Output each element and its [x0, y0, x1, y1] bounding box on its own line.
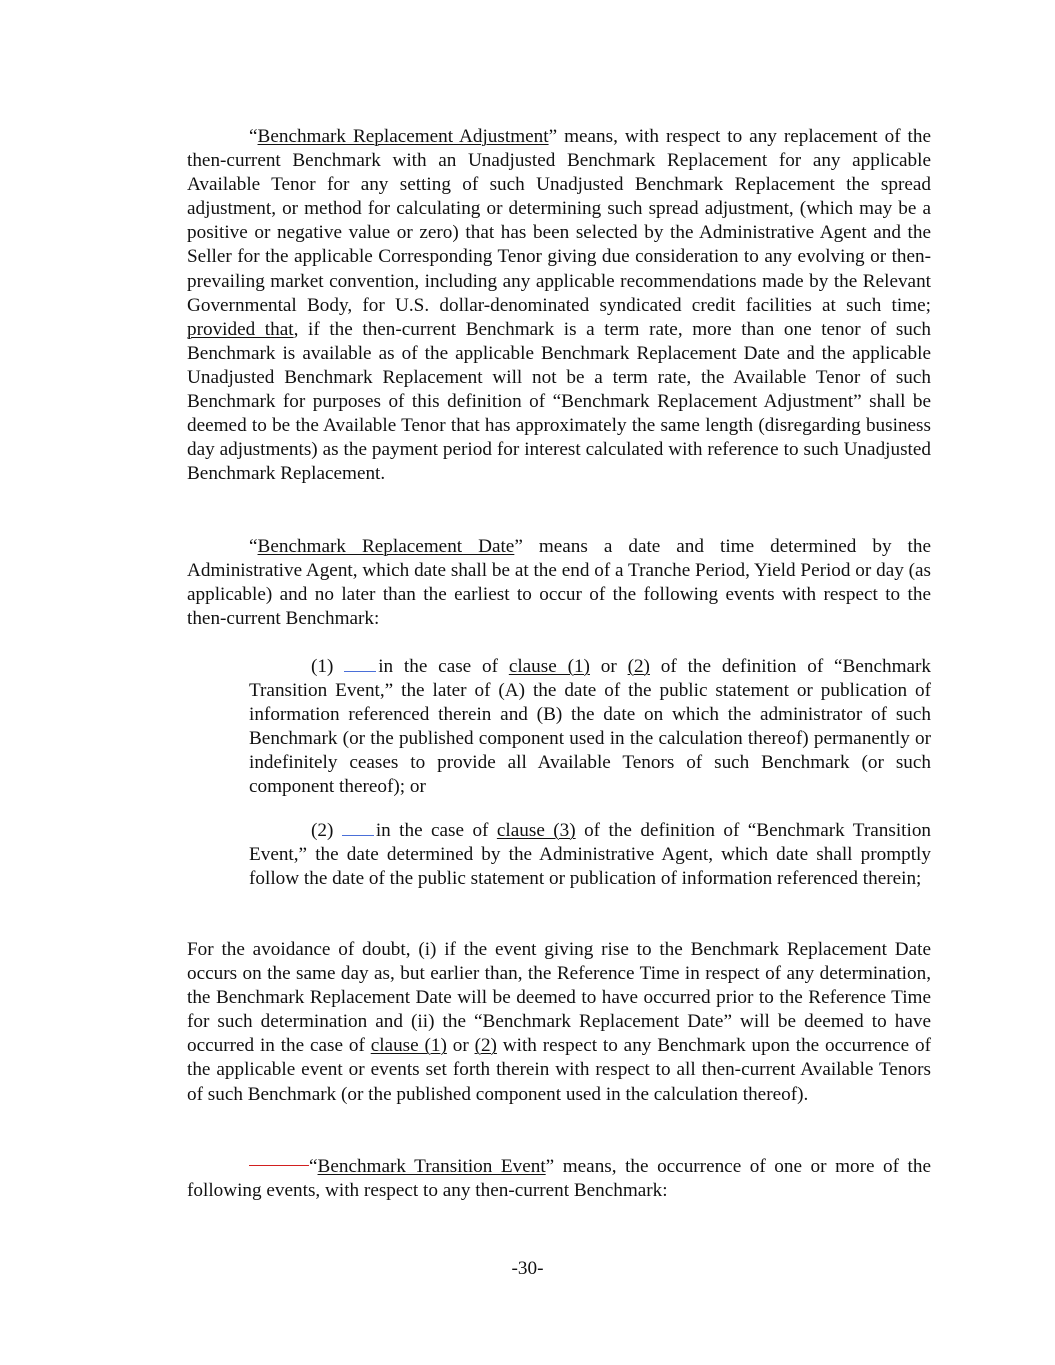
defined-term: Benchmark Transition Event: [317, 1156, 546, 1177]
definition-benchmark-replacement-date: “Benchmark Replacement Date” means a date and time determined by the Administrative Agent, which date shall be at the end of a Tranche Period, Yield Period or day (as applicable) and no later than the earliest to occur of the following events with respect to the then-current Benchmark:: [187, 536, 931, 630]
list-item-2: (2) in the case of clause (3) of the definition of “Benchmark Transition Event,” the date determined by the Administrative Agent, which date shall promptly follow the date of the public statement or publication of information referenced therein;: [249, 820, 932, 890]
blank-underline: [342, 834, 374, 836]
definition-benchmark-transition-event: “Benchmark Transition Event” means, the occurrence of one or more of the following events, with respect to any then-current Benchmark:: [187, 1156, 932, 1202]
page-number: -30-: [511, 1258, 544, 1279]
clause-reference: clause (1): [508, 656, 590, 677]
clause-reference: clause (3): [496, 820, 576, 841]
provided-that: provided that: [187, 318, 294, 340]
blank-underline: [344, 670, 376, 672]
clause-reference: (2): [474, 1035, 497, 1057]
clause-reference: clause (1): [370, 1035, 447, 1057]
redline-mark: [249, 1164, 309, 1166]
clause-reference: (2): [627, 656, 650, 677]
defined-term: Benchmark Replacement Adjustment: [257, 126, 549, 147]
definition-benchmark-replacement-adjustment: “Benchmark Replacement Adjustment” means, with respect to any replacement of the then-current Benchmark with an Unadjusted Benchmark Replacement for any applicable Available Tenor for any setting of such Unadjusted Benchmark Replacement the spread adjustment, or method for calculating or determining such spread adjustment, (which may be a positive or negative value or zero) that has been selected by the Administrative Agent and the Seller for the applicable Corresponding Tenor giving due consideration to any evolving or then-prevailing market convention, including any applicable recommendations made by the Relevant Governmental Body, for U.S. dollar-denominated syndicated credit facilities at such time; provided that, if the then-current Benchmark is a term rate, more than one tenor of such Benchmark is available as of the applicable Benchmark Replacement Date and the applicable Unadjusted Benchmark Replacement will not be a term rate, the Available Tenor of such Benchmark for purposes of this definition of “Benchmark Replacement Adjustment” shall be deemed to be the Available Tenor that has approximately the same length (disregarding business day adjustments) as the payment period for interest calculated with reference to such Unadjusted Benchmark Replacement.: [187, 126, 931, 485]
list-item-1: (1) in the case of clause (1) or (2) of the definition of “Benchmark Transition Event,” the later of (A) the date of the public statement or publication of information referenced therein and (B) the date on which the administrator of such Benchmark (or the published component used in the calculation thereof) permanently or indefinitely ceases to provide all Available Tenors of such Benchmark (or such component thereof); or: [249, 656, 931, 798]
avoidance-of-doubt-paragraph: For the avoidance of doubt, (i) if the event giving rise to the Benchmark Replacement Date occurs on the same day as, but earlier than, the Reference Time in respect of any determination, the Benchmark Replacement Date will be deemed to have occurred prior to the Reference Time for such determination and (ii) the “Benchmark Replacement Date” will be deemed to have occurred in the case of clause (1) or (2) with respect to any Benchmark upon the occurrence of the applicable event or events set forth therein with respect to all then-current Available Tenors of such Benchmark (or the published component used in the calculation thereof).: [187, 939, 931, 1105]
defined-term: Benchmark Replacement Date: [257, 536, 515, 557]
